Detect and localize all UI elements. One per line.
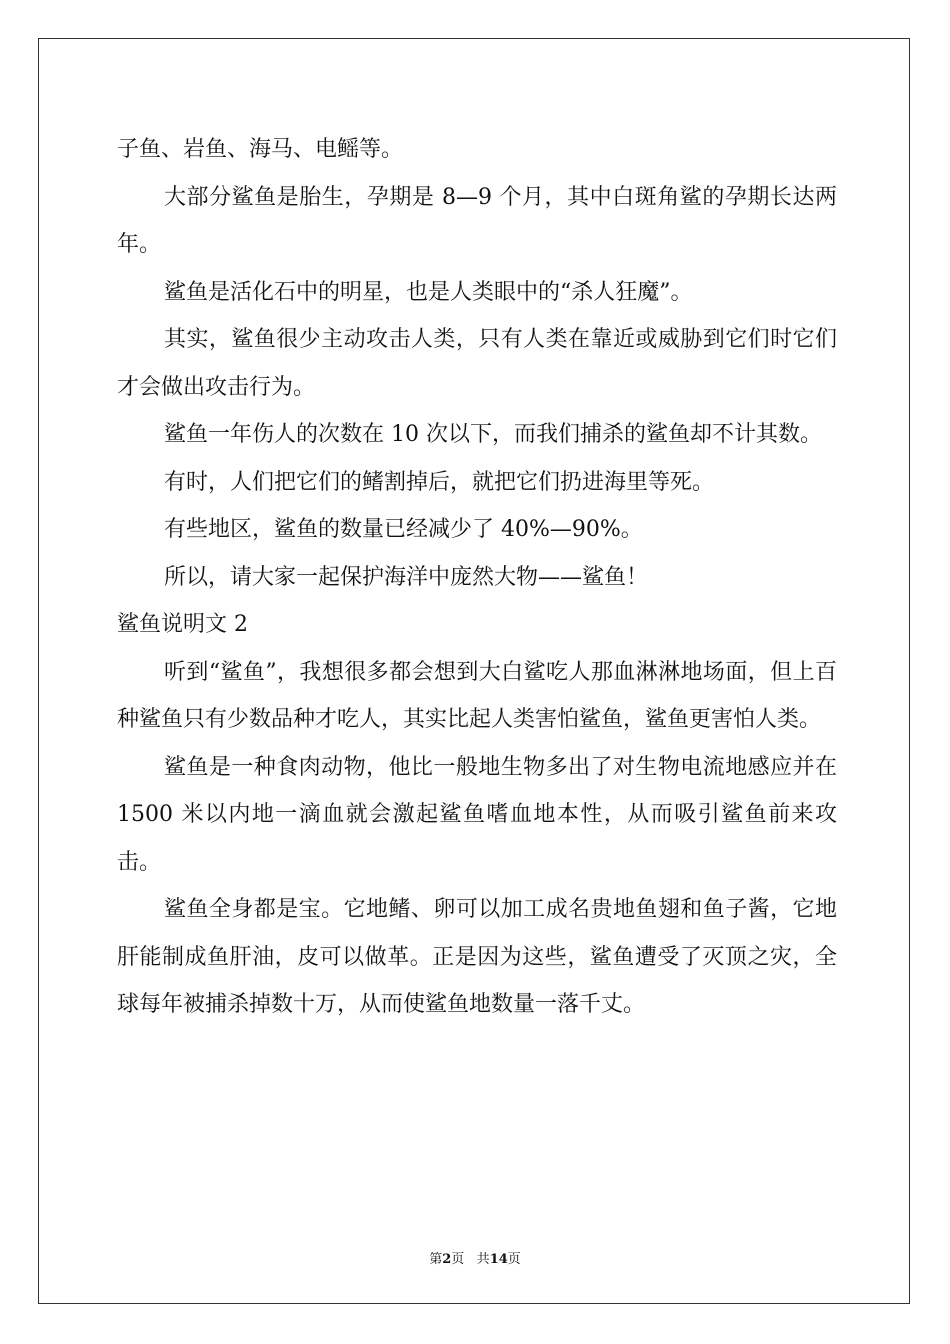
- paragraph-5: 鲨鱼一年伤人的次数在 10 次以下，而我们捕杀的鲨鱼却不计其数。: [164, 422, 822, 447]
- paragraph-2: 大部分鲨鱼是胎生，孕期是 8—9 个月，其中白斑角鲨的孕期长达两年。: [117, 184, 837, 257]
- current-page-number: 2: [442, 1252, 452, 1267]
- page-footer: [0, 1248, 950, 1267]
- total-page-count: 14: [489, 1252, 508, 1267]
- paragraph-9: 听到“鲨鱼”，我想很多都会想到大白鲨吃人那血淋淋地场面，但上百种鲨鱼只有少数品种才吃人，其实比起人类害怕鲨鱼，鲨鱼更害怕人类。: [117, 659, 837, 732]
- section-heading: 鲨鱼说明文 2: [117, 612, 248, 637]
- footer-total-prefix: 共: [476, 1252, 490, 1267]
- document-body: [117, 126, 837, 1029]
- paragraph-10: 鲨鱼是一种食肉动物，他比一般地生物多出了对生物电流地感应并在 1500 米以内地一滴血就会激起鲨鱼嗜血地本性，从而吸引鲨鱼前来攻击。: [117, 754, 837, 875]
- paragraph-4: 其实，鲨鱼很少主动攻击人类，只有人类在靠近或威胁到它们时它们才会做出攻击行为。: [117, 327, 837, 400]
- paragraph-7: 有些地区，鲨鱼的数量已经减少了 40%—90%。: [164, 517, 643, 542]
- paragraph-1: 子鱼、岩鱼、海马、电鳐等。: [117, 137, 404, 162]
- paragraph-6: 有时，人们把它们的鳍割掉后，就把它们扔进海里等死。: [164, 469, 715, 495]
- footer-prefix: 第: [429, 1252, 443, 1267]
- paragraph-3: 鲨鱼是活化石中的明星，也是人类眼中的“杀人狂魔”。: [164, 279, 693, 305]
- footer-page-suffix: 页: [451, 1252, 465, 1267]
- paragraph-8: 所以，请大家一起保护海洋中庞然大物——鲨鱼！: [164, 564, 649, 590]
- footer-total-suffix: 页: [507, 1252, 521, 1267]
- paragraph-11: 鲨鱼全身都是宝。它地鳍、卵可以加工成名贵地鱼翅和鱼子酱，它地肝能制成鱼肝油，皮可以做革。正是因为这些，鲨鱼遭受了灭顶之灾，全球每年被捕杀掉数十万，从而使鲨鱼地数量一落千丈。: [117, 897, 837, 1017]
